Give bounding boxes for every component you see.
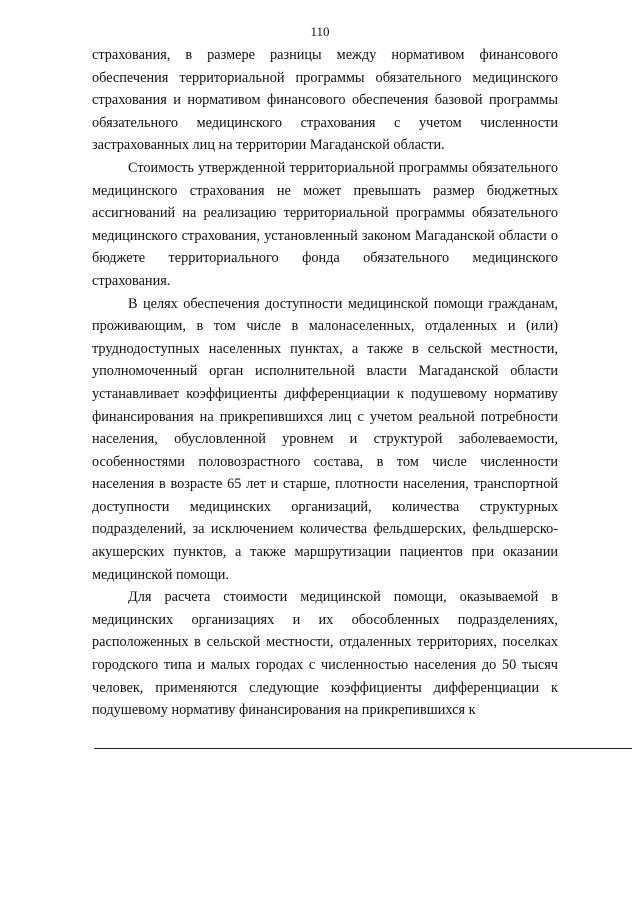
document-body (92, 44, 558, 722)
paragraph-cost-calculation: Для расчета стоимости медицинской помощи, оказываемой в медицинских организациях и их обособленных подразделениях, расположенных в сельской местности, отдаленных территориях, поселках городского типа и малых городах с численностью населения до 50 тысяч человек, применяются следующие коэффициенты дифференциации к подушевому нормативу финансирования на прикрепившихся к (92, 589, 558, 719)
horizontal-rule (94, 748, 632, 749)
paragraph-accessibility: В целях обеспечения доступности медицинской помощи гражданам, проживающим, в том числе в малонаселенных, отдаленных и (или) труднодоступных населенных пунктах, а также в сельской местности, уполномоченный орган исполнительной власти Магаданской области устанавливает коэффициенты дифференциации к подушевому нормативу финансирования на прикрепившихся лиц с учетом реальной потребности населения, обусловленной уровнем и структурой заболеваемости, особенностями половозрастного состава, в том числе численности населения в возрасте 65 лет и старше, плотности населения, транспортной доступности медицинских организаций, количества структурных подразделений, за исключением количества фельдшерских, фельдшерско-акушерских пунктов, а также маршрутизации пациентов при оказании медицинской помощи. (92, 295, 558, 583)
page-number: 110 (310, 24, 330, 39)
paragraph-program-cost: Стоимость утвержденной территориальной программы обязательного медицинского страхования не может превышать размер бюджетных ассигнований на реализацию территориальной программы обязательного медицинского страхования, установленный законом Магаданской области о бюджете территориального фонда обязательного медицинского страхования. (92, 159, 558, 289)
paragraph-continuation: страхования, в размере разницы между нормативом финансового обеспечения территориальной программы обязательного медицинского страхования и нормативом финансового обеспечения базовой программы обязательного медицинского страхования с учетом численности застрахованных лиц на территории Магаданской области. (92, 47, 558, 154)
